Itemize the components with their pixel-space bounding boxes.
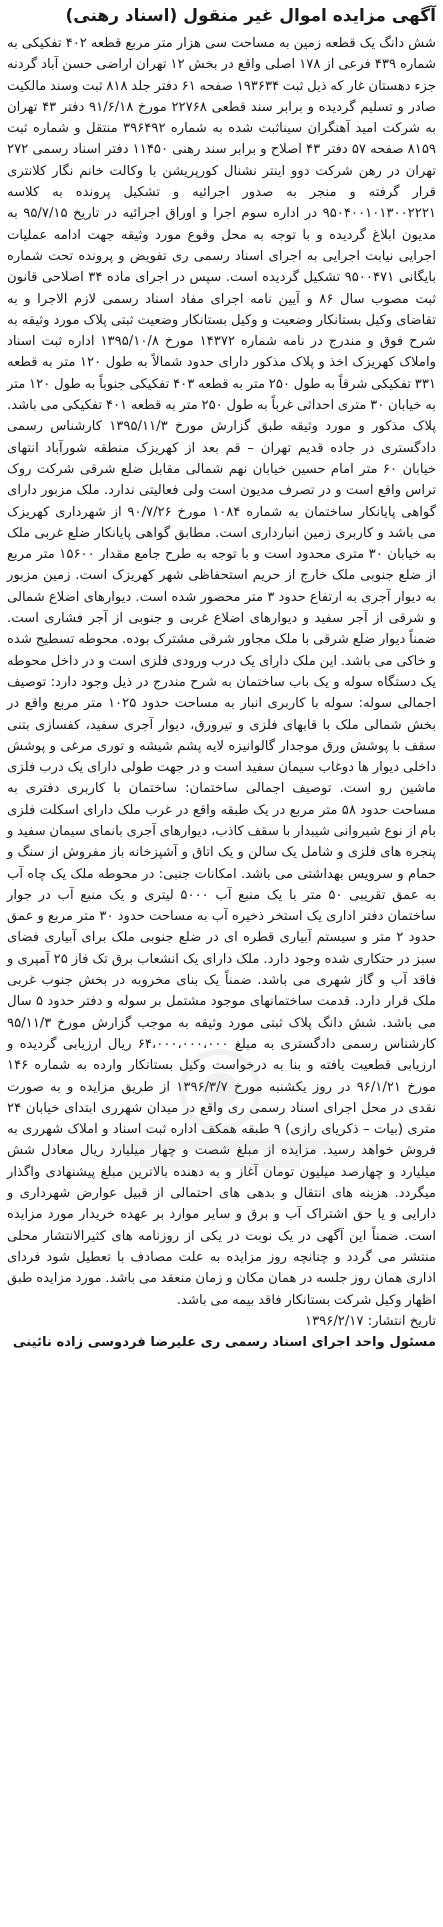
publish-date: تاریخ انتشار: ۱۳۹۶/۲/۱۷: [305, 1313, 436, 1329]
signature-line: مسئول واحد اجرای اسناد رسمی ری علیرضا فردوسی زاده نائینی: [12, 1335, 436, 1351]
notice-body: شش دانگ یک قطعه زمین به مساحت سی هزار متر مربع قطعه ۴۰۲ تفکیکی به شماره ۴۳۹ فرعی از ۱۷۸ اصلی واقع در بخش ۱۲ تهران اراضی حسن آباد گردنه جزء دهستان غار که ذیل ثبت ۱۹۳۶۳۴ صفحه ۶۱ دفتر جلد ۸۱۸ ثبت وسند مالکیت صادر و تسلیم گردیده و برابر سند قطعی ۲۲۷۶۸ مورخ ۹۱/۶/۱۸ دفتر ۴۳ تهران به شرکت امید آهنگران سیناثبت شده به شماره ۳۹۶۴۹۲ منتقل و شماره ثبت ۸۱۵۹ صفحه ۵۷ دفتر ۴۳ اصلاح و برابر سند رهنی ۱۱۴۵۰ دفتر اسناد رسمی ۲۷۲ تهران در رهن شرکت دوو اینتر نشنال کورپریشن با وکالت خانم نگار کلانتری قرار گرفته و منجر به صدور اجرائیه و تشکیل پرونده به کلاسه ۹۵۰۴۰۰۱۰۱۳۰۰۲۲۲۱ در اداره سوم اجرا و اوراق اجرائیه در تاریخ ۹۵/۷/۱۵ به مدیون ابلاغ گردیده و با توجه به محل وقوع مورد وثیقه جهت ادامه عملیات اجرایی نیابت اجرایی به اجرای اسناد رسمی ری تفویض و پرونده تحت شماره بایگانی ۹۵۰۰۴۷۱ تشکیل گردیده است. سپس در اجرای ماده ۳۴ اصلاحی قانون ثبت مصوب سال ۸۶ و آیین نامه اجرای مفاد اسناد رسمی لازم الاجرا و به تقاضای وکیل بستانکار وضعیت و وکیل بستانکار وضعیت ثبتی پلاک مورد وثیقه به شرح فوق و مندرج در نامه شماره ۱۴۳۷۲ مورخ ۱۳۹۵/۱۰/۸ اداره ثبت اسناد واملاک کهریزک اخذ و پلاک مذکور دارای حدود شمالاً به طول ۱۲۰ متر به قطعه ۳۳۱ تفکیکی شرقاً به طول ۲۵۰ متر به قطعه ۴۰۳ تفکیکی جنوباً به طول ۱۲۰ متر به خیابان ۳۰ متری احداثی غرباً به طول ۲۵۰ متر به قطعه ۴۰۱ تفکیکی می باشد. پلاک مذکور و مورد وثیقه طبق گزارش مورخ ۱۳۹۵/۱۱/۳ کارشناس رسمی دادگستری در جاده قدیم تهران – قم بعد از کهریزک منطقه شورآباد انتهای خیابان ۶۰ متر امام حسین خیابان نهم شمالی مقابل ضلع شرقی شرکت روک تراس واقع است و در تصرف مدیون است ولی فعالیتی ندارد. ملک مزبور دارای گواهی پایانکار ساختمان به شماره ۱۰۸۴ مورخ ۹۰/۷/۲۶ از شهرداری کهریزک می باشد و کاربری زمین انبارداری است. مطابق گواهی پایانکار ضلع غربی ملک به خیابان ۳۰ متری محدود است و با توجه به طرح جامع مقدار ۱۵۶۰۰ متر مربع از ضلع جنوبی ملک خارج از حریم استحفاظی شهر کهریزک است. زمین مزبور به دیوار آجری به ارتفاع حدود ۳ متر محصور شده است. دیوارهای اضلاع شمالی و شرقی از آجر سفید و دیوارهای اضلاع غربی و جنوبی از آجر فشاری است. ضمناً دیوار ضلع شرقی با ملک مجاور شرقی مشترک بوده. محوطه تسطیح شده و خاکی می باشد. این ملک دارای یک درب ورودی فلزی است و در داخل محوطه یک دستگاه سوله و یک باب ساختمان به شرح مندرج در ذیل وجود دارد: توصیف اجمالی سوله: سوله با کاربری انبار به مساحت حدود ۱۰۲۵ متر مربع واقع در بخش شمالی ملک با قابهای فلزی و تیرورق، دیوار آجری سفید، کفسازی بتنی سقف با پوشش ورق موجدار گالوانیزه لایه پشم شیشه و توری مرغی و پوشش داخلی دیوار ها دوغاب سیمان سفید است و در جهت طولی دارای یک درب فلزی ماشین رو است. توصیف اجمالی ساختمان: ساختمان با کاربری دفتری به مساحت حدود ۵۸ متر مربع در یک طبقه واقع در غرب ملک دارای اسکلت فلزی بام از نوع شیروانی شیبدار با سقف کاذب، دیوارهای آجری بانمای سیمان سفید و پنجره های فلزی و شامل یک سالن و یک اتاق و آشپزخانه باز مفروش از سنگ و حمام و سرویس بهداشتی می باشد. امکانات جنبی: در محوطه ملک یک چاه آب به عمق تقریبی ۵۰ متر با یک منبع آب ۵۰۰۰ لیتری و یک منبع آب در جوار ساختمان دفتر اداری یک استخر ذخیره آب به مساحت حدود ۳۰ متر مربع و عمق حدود ۲ متر و سیستم آبیاری قطره ای در ضلع جنوبی ملک برای آبیاری فضای سبز در حتکاری شده وجود دارد. ملک دارای یک انشعاب برق تک فاز ۲۵ آمپری و فاقد آب و گاز شهری می باشد. ضمناً یک بنای مخروبه در بخش جنوب غربی ملک قرار دارد. قدمت ساختمانهای موجود مشتمل بر سوله و دفتر حدود ۵ سال می باشد. شش دانگ پلاک ثبتی مورد وثیقه به موجب گزارش مورخ ۹۵/۱۱/۳ کارشناس رسمی دادگستری به مبلغ ۶۴،۰۰۰،۰۰۰،۰۰۰ ریال ارزیابی گردیده و ارزیابی قطعیت یافته و بنا به درخواست وکیل بستانکار وارده به شماره ۱۴۶ مورخ ۹۶/۱/۲۱ در روز یکشنبه مورخ ۱۳۹۶/۳/۷ از طریق مزایده و به صورت نقدی در محل اجرای اسناد رسمی ری واقع در میدان شهرری ابتدای خیابان ۲۴ متری (بیات – ذکریای رازی) ۹ طبقه همکف اداره ثبت اسناد و املاک شهرری به فروش خواهد رسید. مزایده از مبلغ شصت و چهار میلیارد ریال معادل شش میلیارد و چهارصد میلیون تومان آغاز و به دهنده بالاترین مبلغ پیشنهادی واگذار میگردد. هزینه های انتقال و بدهی های احتمالی از قبیل عوارض شهرداری و دارایی و یا حق اشتراک آب و برق و سایر موارد بر عهده خریدار مورد مزایده است. ضمناً این آگهی در یک نوبت در یکی از روزنامه های کثیرالانتشار محلی منتشر می گردد و چنانچه روز مزایده به علت مصادف با تعطیل شود فردای اداری همان روز جلسه در همان مکان و زمان منعقد می باشد. مورد مزایده طبق اظهار وکیل شرکت بستانکار فاقد بیمه می باشد.: [7, 36, 437, 1308]
notice-title: آگهی مزایده اموال غیر منقول (اسناد رهنی): [65, 6, 436, 26]
